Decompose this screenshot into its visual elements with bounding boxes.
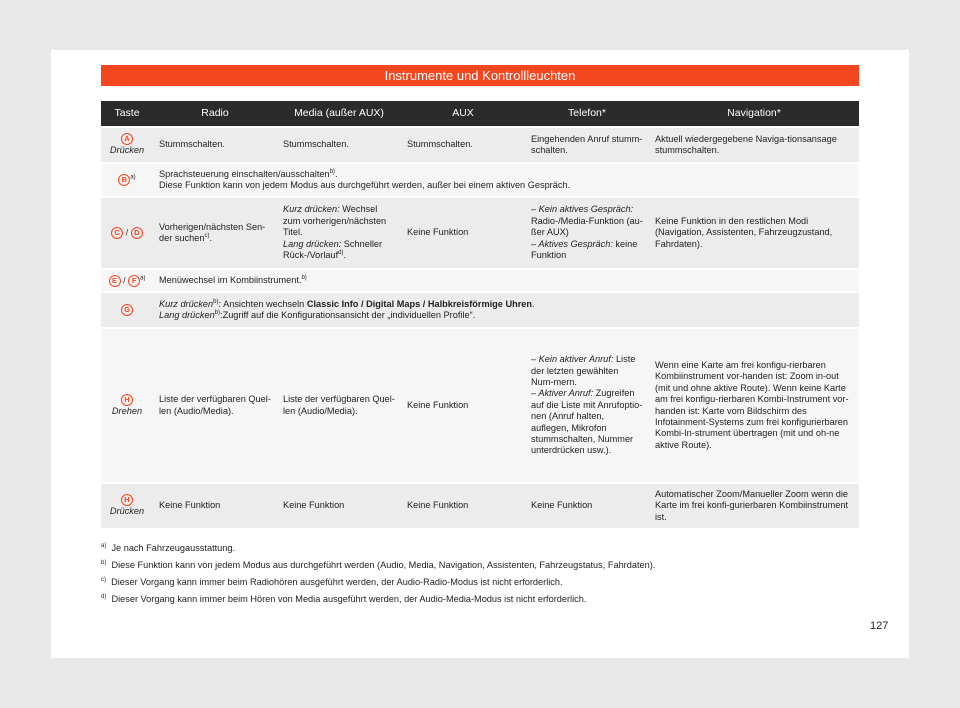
cell-label: Kurz drücken xyxy=(159,298,214,309)
footnote-mark: d) xyxy=(338,250,344,257)
header-taste: Taste xyxy=(101,101,153,126)
table-row xyxy=(101,162,859,196)
footnote xyxy=(101,574,861,591)
cell-text: Vorherigen/nächsten Sen-der suchen xyxy=(159,221,266,243)
footnote-mark: b) xyxy=(329,168,335,175)
key-d-icon: D xyxy=(131,227,143,239)
cell-navigation: Aktuell wiedergegebene Naviga-tionsansage stummschalten. xyxy=(649,126,859,162)
cell-text: Radio-/Media-Funktion (au-ßer AUX) xyxy=(531,215,643,238)
key-action: Drücken xyxy=(109,145,145,156)
cell-text: Zugreifen auf die Liste mit Anrufoptio-nen (Anruf halten, auflegen, Mikrofon stummschalten, Nummer unterdrücken usw.). xyxy=(531,388,643,456)
cell-radio: Stummschalten. xyxy=(153,126,277,162)
cell-text: :Zugriff auf die Konfigurationsansicht der „individuellen Profile“. xyxy=(220,310,476,320)
cell-aux: Keine Funktion xyxy=(401,327,525,482)
controls-table xyxy=(101,101,859,528)
cell-aux: Keine Funktion xyxy=(401,196,525,268)
key-h-icon: H xyxy=(121,394,133,406)
footnote-mark: a) xyxy=(130,174,136,181)
footnote-text: Diese Funktion kann von jedem Modus aus durchgeführt werden (Audio, Media, Navigation, Assistenten, Fahrzeugstatus, Fahrdaten). xyxy=(111,560,656,570)
cell-media: Keine Funktion xyxy=(277,482,401,528)
cell-radio: Keine Funktion xyxy=(153,482,277,528)
footnote-mark: b) xyxy=(101,559,107,566)
header-aux: AUX xyxy=(401,101,525,126)
cell-navigation: Wenn eine Karte am frei konfigu-rierbaren Kombiinstrument vor-handen ist: Zoom in-out (mit und ohne aktive Route). Wenn keine Karte am frei konfigu-rierbaren Kombi-Instrument vor-handen ist: Karte vom Bildschirm des Infotainment-Systems zum frei konfigurierbaren Kombi-In-strument übertragen (mit und oh-ne aktive Route). xyxy=(649,327,859,482)
footnote-mark: b) xyxy=(301,274,307,281)
key-cell xyxy=(101,126,153,162)
key-separator: / xyxy=(123,274,126,285)
cell-aux: Stummschalten. xyxy=(401,126,525,162)
cell-aux: Keine Funktion xyxy=(401,482,525,528)
footnote-mark: c) xyxy=(204,232,210,239)
table-row xyxy=(101,327,859,482)
cell-label: – Aktiver Anruf: xyxy=(531,388,594,399)
key-cell xyxy=(101,196,153,268)
footnote-text: Dieser Vorgang kann immer beim Hören von Media ausgeführt werden, der Audio-Media-Modus ist nicht erforderlich. xyxy=(111,594,587,604)
footnote-mark: b) xyxy=(214,309,221,316)
key-b-icon: B xyxy=(118,174,130,186)
cell-label: Lang drücken: xyxy=(283,238,342,249)
key-e-icon: E xyxy=(109,275,121,287)
key-cell xyxy=(101,327,153,482)
cell-text: Liste der letzten gewählten Num-mern. xyxy=(531,354,636,387)
table-header-row xyxy=(101,101,859,126)
cell-media: Stummschalten. xyxy=(277,126,401,162)
key-separator: / xyxy=(125,227,129,238)
cell-telefon xyxy=(525,196,649,268)
cell-text: keine Funktion xyxy=(531,238,638,261)
cell-telefon: Keine Funktion xyxy=(525,482,649,528)
table-row xyxy=(101,268,859,291)
cell-navigation: Automatischer Zoom/Manueller Zoom wenn die Karte im frei konfi-gurierbaren Kombiinstrument ist. xyxy=(649,482,859,528)
table-row xyxy=(101,482,859,528)
key-cell xyxy=(101,291,153,327)
cell-navigation: Keine Funktion in den restlichen Modi (Navigation, Assistenten, Fahrzeugzustand, Fahrdaten). xyxy=(649,196,859,268)
cell-label: – Kein aktiver Anruf: xyxy=(531,354,614,365)
cell-span: Kurz drücken$^{b)}$: Ansichten wechseln Classic Info / Digital Maps / Halbkreisförmige Uhren. Lang drücken$^{b)}$:Zugriff auf die Konfigurationsansicht der „individuellen Profile“. xyxy=(153,291,859,327)
header-radio: Radio xyxy=(153,101,277,126)
footnote-mark: a) xyxy=(140,274,146,281)
table-row xyxy=(101,126,859,162)
cell-label: – Kein aktives Gespräch: xyxy=(531,204,634,215)
cell-text: Wechsel zum vorherigen/nächsten Titel. xyxy=(283,204,387,238)
cell-text: Schneller Rück-/Vorlauf xyxy=(283,238,383,261)
header-telefon: Telefon* xyxy=(525,101,649,126)
cell-label: Lang drücken xyxy=(159,310,215,320)
cell-media: Liste der verfügbaren Quel-len (Audio/Media). xyxy=(277,327,401,482)
cell-bold-text: Classic Info / Digital Maps / Halbkreisförmige Uhren xyxy=(306,298,532,309)
key-c-icon: C xyxy=(111,227,123,239)
cell-label: Kurz drücken: xyxy=(283,204,340,215)
cell-text: : Ansichten wechseln xyxy=(218,298,307,309)
cell-radio: Vorherigen/nächsten Sen-der suchen$^{c)}$. xyxy=(153,196,277,268)
cell-text: Diese Funktion kann von jedem Modus aus durchgeführt werden, außer bei einem aktiven Gespräch. xyxy=(159,180,571,190)
page-number: 127 xyxy=(870,620,889,632)
footnote-mark: c) xyxy=(101,576,106,583)
cell-radio: Liste der verfügbaren Quel-len (Audio/Media). xyxy=(153,327,277,482)
footnote xyxy=(101,557,861,574)
key-cell xyxy=(101,162,153,196)
table-row xyxy=(101,196,859,268)
cell-text: Sprachsteuerung einschalten/ausschalten xyxy=(159,168,330,179)
cell-text: Menüwechsel im Kombiinstrument. xyxy=(159,274,302,285)
key-g-icon: G xyxy=(121,304,133,316)
key-a-icon: A xyxy=(121,133,133,145)
key-action: Drücken xyxy=(109,506,145,517)
footnote-mark: a) xyxy=(101,542,107,549)
footnote-mark: b) xyxy=(213,298,219,305)
header-navigation: Navigation* xyxy=(649,101,859,126)
cell-telefon xyxy=(525,327,649,482)
footnote-text: Dieser Vorgang kann immer beim Radiohören ausgeführt werden, der Audio-Radio-Modus ist nicht erforderlich. xyxy=(111,577,563,587)
cell-media: Kurz drücken: Wechsel zum vorherigen/nächsten Titel. Lang drücken: Schneller Rück-/Vorlauf$^{d)}$. xyxy=(277,196,401,268)
footnote xyxy=(101,591,861,608)
cell-span xyxy=(153,268,859,291)
key-cell xyxy=(101,268,153,291)
footnote xyxy=(101,540,861,557)
cell-telefon: Eingehenden Anruf stumm-schalten. xyxy=(525,126,649,162)
key-h-icon: H xyxy=(121,494,133,506)
footnote-text: Je nach Fahrzeugausstattung. xyxy=(111,543,236,553)
key-action: Drehen xyxy=(111,405,143,416)
key-f-icon: F xyxy=(128,275,140,287)
cell-label: – Aktives Gespräch: xyxy=(531,238,613,249)
footnote-mark: d) xyxy=(101,593,107,600)
section-title: Instrumente und Kontrollleuchten xyxy=(101,65,859,86)
header-media: Media (außer AUX) xyxy=(277,101,401,126)
cell-span: Sprachsteuerung einschalten/ausschalten$^{b)}$. Diese Funktion kann von jedem Modus aus durchgeführt werden, außer bei einem aktiven Gespräch. xyxy=(153,162,859,196)
key-cell xyxy=(101,482,153,528)
table-row xyxy=(101,291,859,327)
footnotes xyxy=(101,540,861,608)
